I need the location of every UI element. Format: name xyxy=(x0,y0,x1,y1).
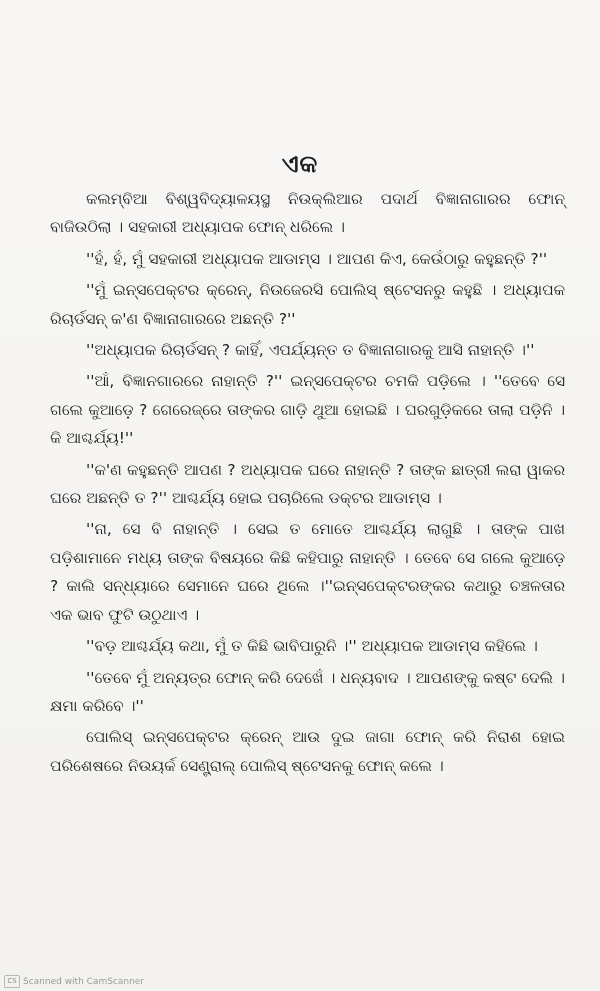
watermark-text: Scanned with CamScanner xyxy=(23,976,145,987)
paragraph-10: ପୋଲିସ୍ ଇନ୍‌ସପେକ୍ଟର କ୍ରେନ୍ ଆଉ ଦୁଇ ଜାଗା ଫୋନ୍ କରି ନିରାଶ ହୋଇ ପରିଶେଷରେ ନିଉୟର୍କ ସେଣ୍ଟ୍ରାଲ୍ ପୋଲିସ୍ ଷ୍ଟେସନକୁ ଫୋନ୍ କଲେ । xyxy=(50,728,565,775)
paragraph-8: ''ବଡ଼ ଆଶ୍ଚର୍ଯ୍ୟ କଥା, ମୁଁ ତ କିଛି ଭାବିପାରୁନି ।'' ଅଧ୍ୟାପକ ଆଡାମ୍ସ କହିଲେ । xyxy=(86,637,538,656)
paragraph-6: ''କ'ଣ କହୁଛନ୍ତି ଆପଣ ? ଅଧ୍ୟାପକ ଘରେ ନାହାନ୍ତି ? ତାଙ୍କ ଛାତ୍ରୀ ଲରା ୱାକର ଘରେ ଅଛନ୍ତି ତ ?'' ଆଶ୍ଚର୍ଯ୍ୟ ହୋଇ ପଚାରିଲେ ଡକ୍ଟର ଆଡାମ୍ସ । xyxy=(50,460,565,508)
paragraph-7: ''ନା, ସେ ବି ନାହାନ୍ତି । ସେଇ ତ ମୋତେ ଆଶ୍ଚର୍ଯ୍ୟ ଲାଗୁଛି । ତାଙ୍କ ପାଖ ପଡ଼ିଶାମାନେ ମଧ୍ୟ ତାଙ୍କ ବିଷୟରେ କିଛି କହିପାରୁ ନାହାନ୍ତି । ତେବେ ସେ ଗଲେ କୁଆଡ଼େ ? କାଲି ସନ୍ଧ୍ୟାରେ ସେମାନେ ଘରେ ଥିଲେ ।''ଇନ୍‌ସପେକ୍ଟରଙ୍କର କଥାରୁ ଚଞ୍ଚଳତାର ଏକ ଭାବ ଫୁଟି ଉଠୁଥାଏ । xyxy=(50,520,565,624)
paragraph-4: ''ଅଧ୍ୟାପକ ରିଚାର୍ଡସନ୍ ? କାହିଁ, ଏପର୍ଯ୍ୟନ୍ତ ତ ବିଜ୍ଞାନାଗାରକୁ ଆସି ନାହାନ୍ତି ।'' xyxy=(86,341,535,360)
paragraph-3: ''ମୁଁ ଇନ୍‌ସପେକ୍ଟର କ୍ରେନ୍, ନିଉଜେରସି ପୋଲିସ୍ ଷ୍ଟେସନରୁ କହୁଛି । ଅଧ୍ୟାପକ ରିଚାର୍ଡସନ୍ କ'ଣ ବିଜ୍ଞାନାଗାରରେ ଅଛନ୍ତି ?'' xyxy=(50,281,565,328)
chapter-body xyxy=(50,185,565,783)
paragraph-9: ''ତେବେ ମୁଁ ଅନ୍ୟତ୍ର ଫୋନ୍ କରି ଦେଖେଁ । ଧନ୍ୟବାଦ । ଆପଣଙ୍କୁ କଷ୍ଟ ଦେଲି । କ୍ଷମା କରିବେ ।'' xyxy=(50,668,565,715)
scanner-watermark xyxy=(4,975,144,988)
camscanner-icon: CS xyxy=(4,975,20,988)
paragraph-2: ''ହଁ, ହଁ, ମୁଁ ସହକାରୀ ଅଧ୍ୟାପକ ଆଡାମ୍ସ । ଆପଣ କିଏ, କେଉଁଠାରୁ କହୁଛନ୍ତି ?'' xyxy=(86,249,548,268)
paragraph-1: କଲମ୍ବିଆ ବିଶ୍ୱବିଦ୍ୟାଳୟସ୍ଥ ନିଉକ୍ଲିଆର ପଦାର୍ଥ ବିଜ୍ଞାନାଗାରର ଫୋନ୍ ବାଜିଉଠିଲା । ସହକାରୀ ଅଧ୍ୟାପକ ଫୋନ୍ ଧରିଲେ । xyxy=(50,190,565,237)
chapter-title: ଏକ xyxy=(281,150,319,178)
paragraph-5: ''ଆଁ, ବିଜ୍ଞାନଗାରରେ ନାହାନ୍ତି ?'' ଇନ୍‌ସପେକ୍ଟର ଚମକି ପଡ଼ିଲେ । ''ତେବେ ସେ ଗଲେ କୁଆଡ଼େ ? ଗେରେଜ୍‌ରେ ତାଙ୍କର ଗାଡ଼ି ଥୁଆ ହୋଇଛି । ଘରଗୁଡ଼ିକରେ ତାଲା ପଡ଼ିନି । କି ଆଶ୍ଚର୍ଯ୍ୟ!'' xyxy=(50,372,565,448)
